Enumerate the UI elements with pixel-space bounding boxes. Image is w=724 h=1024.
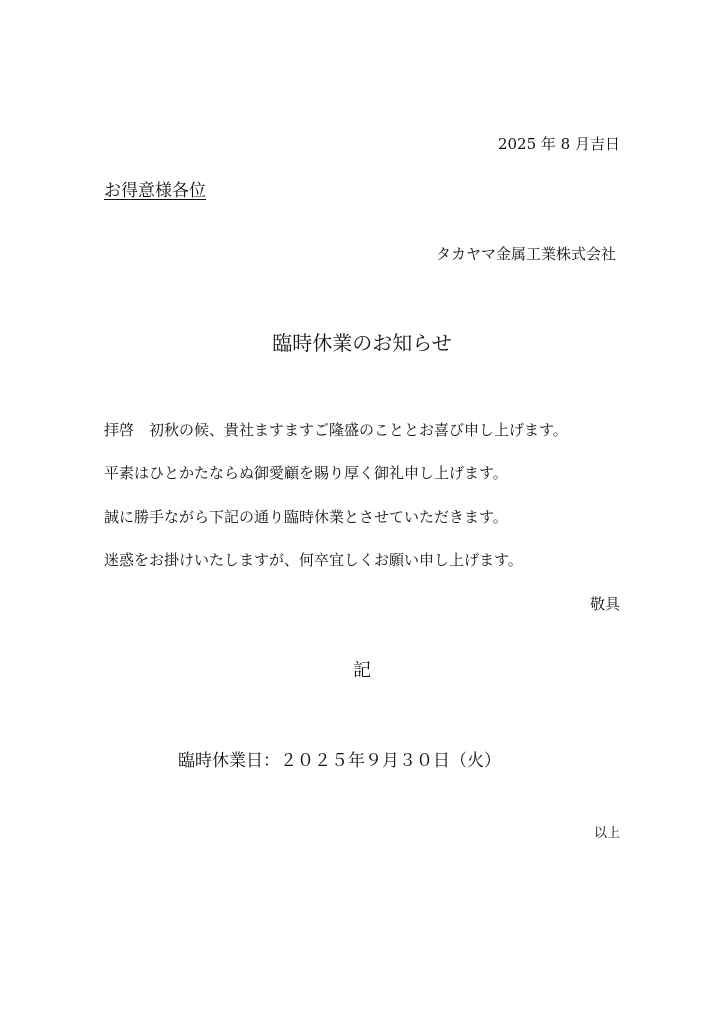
document-date: 2025 年 8 月吉日	[497, 135, 620, 153]
closure-date: 臨時休業日：２０２５年９月３０日（火）	[178, 751, 501, 771]
closing-salutation: 敬具	[589, 595, 620, 613]
body-line: 拝啓 初秋の候、貴社ますますご隆盛のこととお喜び申し上げます。	[104, 421, 568, 439]
document-title: 臨時休業のお知らせ	[272, 331, 452, 355]
notation-heading: 記	[353, 660, 371, 681]
end-mark: 以上	[593, 826, 620, 841]
sender-company: タカヤマ金属工業株式会社	[435, 245, 616, 263]
body-line: 誠に勝手ながら下記の通り臨時休業とさせていただきます。	[104, 508, 508, 526]
body-line: 迷惑をお掛けいたしますが、何卒宜しくお願い申し上げます。	[104, 551, 523, 569]
recipient-heading: お得意様各位	[104, 181, 206, 201]
body-line: 平素はひとかたならぬ御愛顧を賜り厚く御礼申し上げます。	[104, 464, 508, 482]
